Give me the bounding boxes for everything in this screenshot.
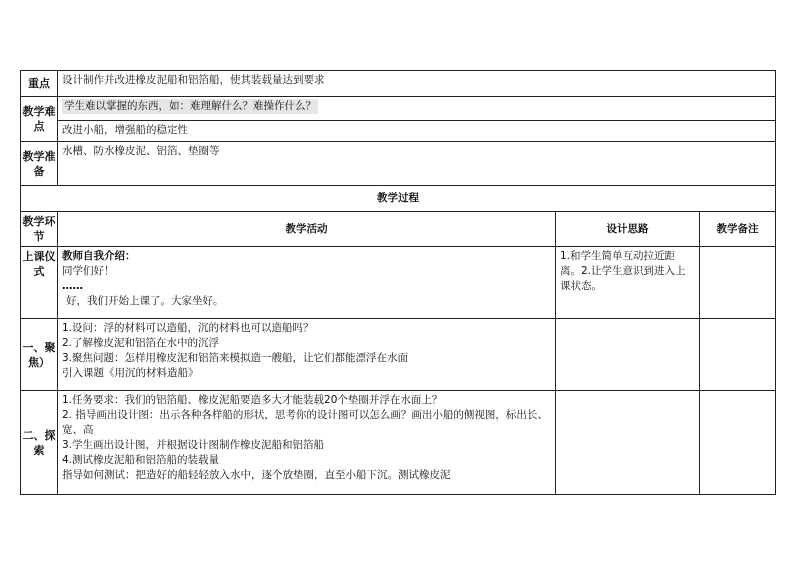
stage-label-explore: 二、探索: [21, 391, 58, 495]
activity-line: 1.设问：浮的材料可以造船，沉的材料也可以造船吗？: [62, 322, 314, 334]
lesson-plan-table: [20, 70, 776, 495]
focus-label: 重点: [21, 71, 58, 97]
stage-design-ceremony: [556, 247, 700, 319]
activity-line: ……: [62, 280, 83, 292]
stage-design-explore: [556, 391, 700, 495]
activity-line: 4.测试橡皮泥船和铝箔船的装载量: [62, 454, 220, 466]
activity-line: 同学们好！: [62, 265, 115, 277]
process-title: 教学过程: [21, 186, 776, 212]
difficulty-prompt: 学生难以掌握的东西，如：难理解什么？难操作什么？: [64, 100, 316, 112]
difficulty-label: 教学难点: [21, 97, 58, 142]
stage-notes-explore: [700, 391, 776, 495]
stage-row-ceremony: [21, 247, 776, 319]
activity-line: 教师自我介绍：: [62, 250, 136, 262]
difficulty-prompt-cell: [58, 97, 776, 121]
col-design-header: 设计思路: [556, 212, 700, 247]
stage-notes-ceremony: [700, 247, 776, 319]
stage-design-focus: [556, 319, 700, 391]
difficulty-content: 改进小船，增强船的稳定性: [58, 121, 776, 142]
stage-notes-focus: [700, 319, 776, 391]
activity-line: 指导如何测试：把造好的船轻轻放入水中，逐个放垫圈，直至小船下沉。测试橡皮泥: [62, 469, 451, 481]
activity-line: 1.任务要求：我们的铝箔船、橡皮泥船要造多大才能装载20个垫圈并浮在水面上？: [62, 394, 443, 406]
stage-activity-explore: [58, 391, 556, 495]
stage-row-focus: [21, 319, 776, 391]
focus-content: 设计制作并改进橡皮泥船和铝箔船，使其装载量达到要求: [58, 71, 776, 97]
activity-line: 3.聚焦问题：怎样用橡皮泥和铝箔来模拟造一艘船，让它们都能漂浮在水面: [62, 352, 409, 364]
stage-label-focus: 一、聚焦）: [21, 319, 58, 391]
process-title-row: [21, 186, 776, 212]
stage-activity-ceremony: [58, 247, 556, 319]
activity-line: 2. 指导画出设计图：出示各种各样船的形状，思考你的设计图可以怎么画？画出小船的侧视图，标出长、宽、高: [62, 409, 548, 436]
activity-line: 2.了解橡皮泥和铝箔在水中的沉浮: [62, 337, 220, 349]
stage-label-ceremony: 上课仪式: [21, 247, 58, 319]
activity-line: 引入课题《用沉的材料造船》: [62, 367, 199, 379]
focus-row: [21, 71, 776, 97]
activity-line: 3.学生画出设计图，并根据设计图制作橡皮泥船和铝箔船: [62, 439, 325, 451]
prep-content: 水槽、防水橡皮泥、铝箔、垫圈等: [58, 142, 776, 186]
col-notes-header: 教学备注: [700, 212, 776, 247]
prep-label: 教学准备: [21, 142, 58, 186]
activity-line: 好，我们开始上课了。大家坐好。: [66, 295, 224, 307]
col-stage-header: 教学环节: [21, 212, 58, 247]
prep-row: [21, 142, 776, 186]
column-header-row: [21, 212, 776, 247]
stage-activity-focus: [58, 319, 556, 391]
stage-row-explore: [21, 391, 776, 495]
difficulty-row-1: [21, 97, 776, 121]
difficulty-row-2: [21, 121, 776, 142]
design-text: 1.和学生简单互动拉近距离。2.让学生意识到进入上课状态。: [560, 250, 686, 292]
col-activity-header: 教学活动: [58, 212, 556, 247]
